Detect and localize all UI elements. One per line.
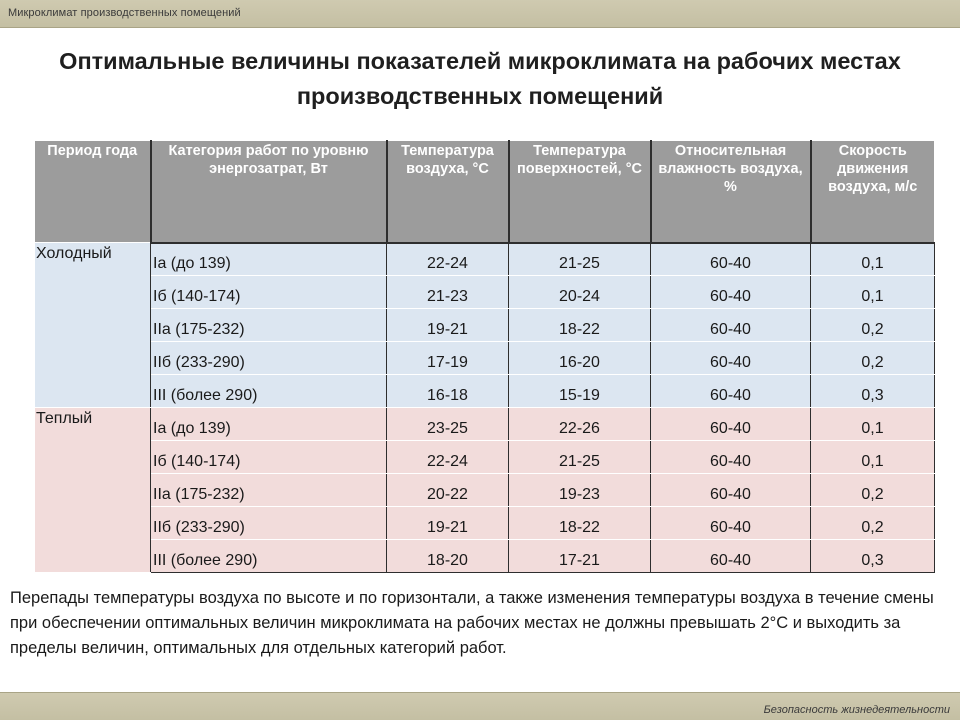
air-speed-cell: 0,3 (811, 375, 935, 408)
air-speed-cell: 0,2 (811, 474, 935, 507)
air-temp-cell: 22-24 (387, 441, 509, 474)
humidity-cell: 60-40 (651, 375, 811, 408)
table-row (35, 507, 935, 540)
surface-temp-cell: 18-22 (509, 309, 651, 342)
section-label: Микроклимат производственных помещений (8, 7, 241, 19)
period-cell-cold: Холодный (35, 243, 151, 408)
surface-temp-cell: 18-22 (509, 507, 651, 540)
table-row (35, 441, 935, 474)
surface-temp-cell: 19-23 (509, 474, 651, 507)
category-cell: Ia (до 139) (151, 408, 387, 441)
humidity-cell: 60-40 (651, 507, 811, 540)
air-speed-cell: 0,2 (811, 309, 935, 342)
category-cell: IIa (175-232) (151, 474, 387, 507)
page-title: Оптимальные величины показателей микроклимата на рабочих местах производственных помещений (59, 48, 901, 109)
table-row (35, 243, 935, 276)
table-row (35, 408, 935, 441)
column-header-air-speed: Скорость движения воздуха, м/с (811, 141, 935, 243)
surface-temp-cell: 21-25 (509, 441, 651, 474)
humidity-cell: 60-40 (651, 441, 811, 474)
column-header-surface-temp: Температура поверхностей, °С (509, 141, 651, 243)
column-header-air-temp: Температура воздуха, °С (387, 141, 509, 243)
surface-temp-cell: 16-20 (509, 342, 651, 375)
humidity-cell: 60-40 (651, 474, 811, 507)
category-cell: Ia (до 139) (151, 243, 387, 276)
air-speed-cell: 0,3 (811, 540, 935, 573)
surface-temp-cell: 15-19 (509, 375, 651, 408)
air-speed-cell: 0,1 (811, 441, 935, 474)
air-temp-cell: 21-23 (387, 276, 509, 309)
table-header-row (35, 141, 935, 243)
table-row (35, 375, 935, 408)
air-temp-cell: 22-24 (387, 243, 509, 276)
top-bar (0, 0, 960, 28)
column-header-period: Период года (35, 141, 151, 243)
category-cell: IIa (175-232) (151, 309, 387, 342)
humidity-cell: 60-40 (651, 540, 811, 573)
category-cell: IIб (233-290) (151, 507, 387, 540)
category-cell: III (более 290) (151, 375, 387, 408)
column-header-humidity: Относительная влажность воздуха, % (651, 141, 811, 243)
air-temp-cell: 20-22 (387, 474, 509, 507)
surface-temp-cell: 22-26 (509, 408, 651, 441)
air-speed-cell: 0,1 (811, 276, 935, 309)
surface-temp-cell: 21-25 (509, 243, 651, 276)
air-temp-cell: 17-19 (387, 342, 509, 375)
table-row (35, 309, 935, 342)
footer-label: Безопасность жизнедеятельности (763, 704, 950, 716)
humidity-cell: 60-40 (651, 408, 811, 441)
table-row (35, 474, 935, 507)
air-temp-cell: 16-18 (387, 375, 509, 408)
humidity-cell: 60-40 (651, 276, 811, 309)
category-cell: Iб (140-174) (151, 276, 387, 309)
table-row (35, 540, 935, 573)
category-cell: Iб (140-174) (151, 441, 387, 474)
air-temp-cell: 19-21 (387, 309, 509, 342)
air-speed-cell: 0,1 (811, 243, 935, 276)
air-speed-cell: 0,2 (811, 507, 935, 540)
surface-temp-cell: 20-24 (509, 276, 651, 309)
air-temp-cell: 18-20 (387, 540, 509, 573)
microclimate-table (34, 140, 935, 573)
air-speed-cell: 0,1 (811, 408, 935, 441)
table-row (35, 276, 935, 309)
humidity-cell: 60-40 (651, 309, 811, 342)
air-temp-cell: 19-21 (387, 507, 509, 540)
table-row (35, 342, 935, 375)
column-header-category: Категория работ по уровню энергозатрат, Вт (151, 141, 387, 243)
category-cell: IIб (233-290) (151, 342, 387, 375)
surface-temp-cell: 17-21 (509, 540, 651, 573)
note-paragraph: Перепады температуры воздуха по высоте и по горизонтали, а также изменения температуры воздуха в течение смены при обеспечении оптимальных величин микроклимата на рабочих местах не должны превышать 2°С и выходить за пределы величин, оптимальных для отдельных категорий работ. (10, 589, 934, 657)
air-speed-cell: 0,2 (811, 342, 935, 375)
microclimate-table-container (34, 140, 934, 573)
category-cell: III (более 290) (151, 540, 387, 573)
humidity-cell: 60-40 (651, 342, 811, 375)
bottom-bar (0, 692, 960, 720)
humidity-cell: 60-40 (651, 243, 811, 276)
air-temp-cell: 23-25 (387, 408, 509, 441)
period-cell-warm: Теплый (35, 408, 151, 573)
